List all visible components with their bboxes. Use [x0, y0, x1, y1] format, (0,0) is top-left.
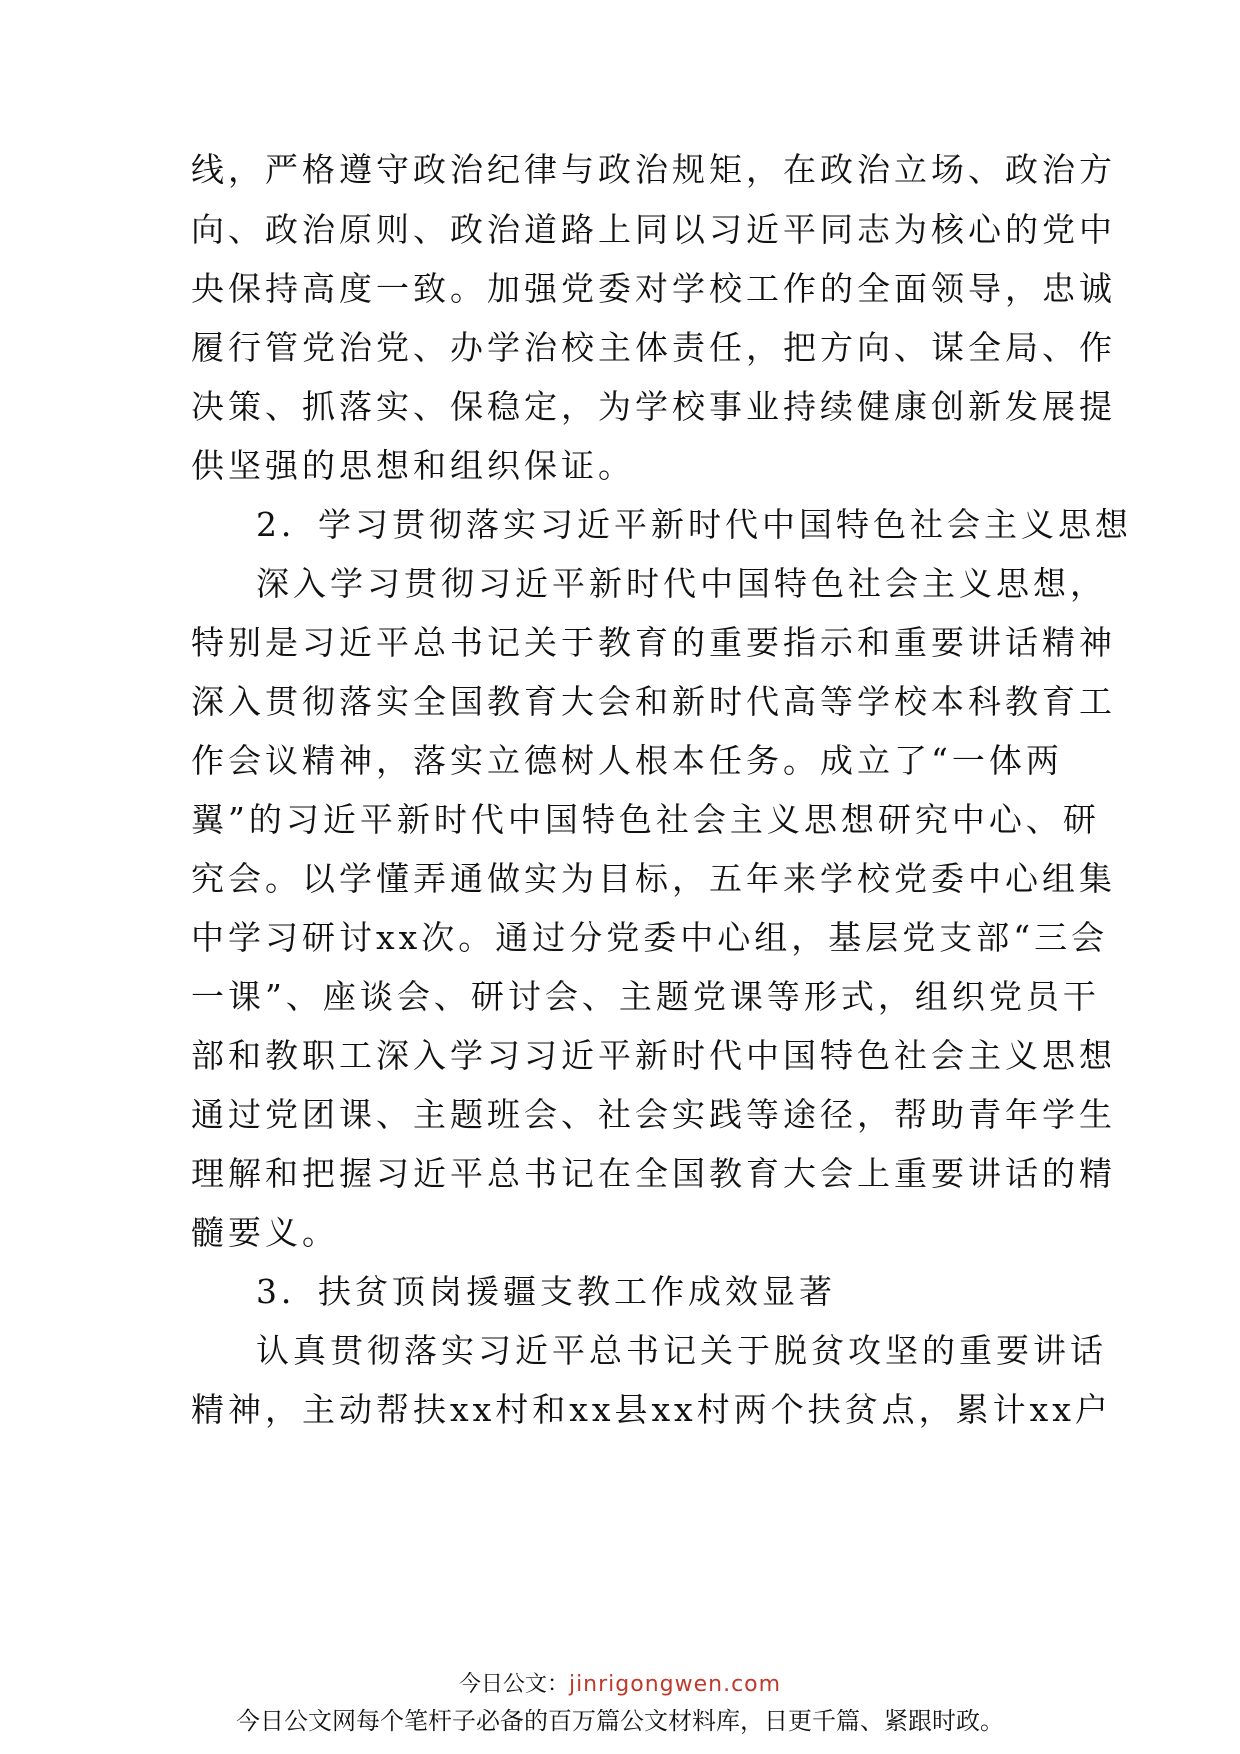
- paragraph-3-line-2: 精神，主动帮扶xx村和xx县xx村两个扶贫点，累计xx户: [191, 1390, 1112, 1429]
- footer-slogan: 今日公文网每个笔杆子必备的百万篇公文材料库，日更千篇、紧跟时政。: [236, 1707, 1004, 1735]
- paragraph-1-line-3: 央保持高度一致。加强党委对学校工作的全面领导，忠诚: [191, 269, 1116, 308]
- paragraph-2-line-6: 究会。以学懂弄通做实为目标，五年来学校党委中心组集: [191, 859, 1116, 898]
- paragraph-2-line-7: 中学习研讨xx次。通过分党委中心组，基层党支部“三会: [191, 918, 1109, 957]
- paragraph-2-line-12: 髓要义。: [191, 1213, 339, 1252]
- footer-link-label: 今日公文：: [458, 1672, 569, 1697]
- paragraph-1-line-5: 决策、抓落实、保稳定，为学校事业持续健康创新发展提: [191, 387, 1116, 426]
- paragraph-2-line-11: 理解和把握习近平总书记在全国教育大会上重要讲话的精: [191, 1154, 1116, 1193]
- paragraph-2-line-9: 部和教职工深入学习习近平新时代中国特色社会主义思想: [191, 1036, 1116, 1075]
- paragraph-1-line-2: 向、政治原则、政治道路上同以习近平同志为核心的党中: [191, 210, 1116, 249]
- footer-website: [0, 1671, 1240, 1699]
- paragraph-3-line-1: 认真贯彻落实习近平总书记关于脱贫攻坚的重要讲话: [256, 1331, 1107, 1370]
- paragraph-1-line-6: 供坚强的思想和组织保证。: [191, 446, 635, 485]
- footer-link-url[interactable]: jinrigongwen.com: [568, 1672, 782, 1697]
- paragraph-1-line-4: 履行管党治党、办学治校主体责任，把方向、谋全局、作: [191, 328, 1116, 367]
- paragraph-1-line-1: 线，严格遵守政治纪律与政治规矩，在政治立场、政治方: [191, 150, 1116, 189]
- paragraph-2-line-4: 作会议精神，落实立德树人根本任务。成立了“一体两: [191, 741, 1063, 780]
- paragraph-2-line-1: 深入学习贯彻习近平新时代中国特色社会主义思想，: [256, 564, 1107, 603]
- paragraph-2-line-2: 特别是习近平总书记关于教育的重要指示和重要讲话精神: [191, 623, 1116, 662]
- paragraph-2-line-5: 翼”的习近平新时代中国特色社会主义思想研究中心、研: [191, 800, 1100, 839]
- section-heading-2: 2．学习贯彻落实习近平新时代中国特色社会主义思想: [256, 505, 1132, 544]
- paragraph-2-line-3: 深入贯彻落实全国教育大会和新时代高等学校本科教育工: [191, 682, 1116, 721]
- section-heading-3: 3．扶贫顶岗援疆支教工作成效显著: [256, 1272, 836, 1311]
- paragraph-2-line-8: 一课”、座谈会、研讨会、主题党课等形式，组织党员干: [191, 977, 1100, 1016]
- paragraph-2-line-10: 通过党团课、主题班会、社会实践等途径，帮助青年学生: [191, 1095, 1116, 1134]
